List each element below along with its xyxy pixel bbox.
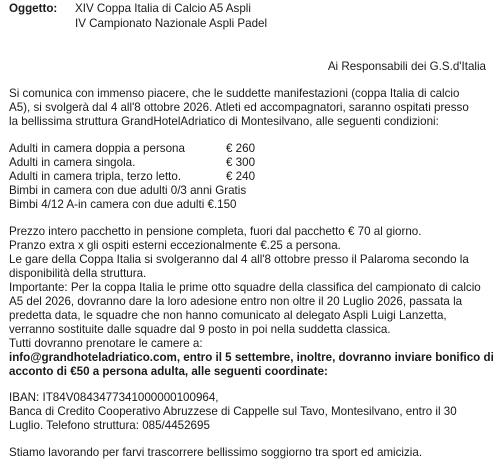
intro-line: la bellissima struttura GrandHotelAdriatico di Montesilvano, alle seguenti condizioni:	[9, 115, 439, 128]
kids-line: Bimbi in camera con due adulti 0/3 anni Gratis	[9, 184, 247, 197]
booking-line: info@grandhoteladriatico.com, entro il 5 settembre, inoltre, dovranno inviare bonifico di	[9, 351, 494, 364]
body-line: A5 del 2026, dovranno dare la loro adesione entro non oltre il 20 Luglio 2026, passata la	[9, 295, 463, 308]
recipient: Ai Responsabili dei G.S.d'Italia	[327, 60, 486, 73]
body-line: Prezzo intero pacchetto in pensione completa, fuori dal pacchetto € 70 al giorno.	[9, 225, 422, 238]
body-line: Pranzo extra x gli ospiti esterni eccezionalmente €.25 a persona.	[9, 239, 341, 252]
intro-line: A5), si svolgerà dal 4 all'8 ottobre 2026. Atleti ed accompagnatori, saranno ospitati presso	[9, 101, 469, 114]
phone-line: Luglio. Telefono struttura: 085/4452695	[9, 419, 210, 432]
price-row	[9, 142, 309, 156]
body-line: disponibilità della struttura.	[9, 267, 147, 280]
booking-email-link[interactable]: info@grandhoteladriatico.com	[9, 351, 177, 364]
body-line: verranno sostituite dalle squadre dal 9 posto in poi nella suddetta classica.	[9, 323, 391, 336]
body-line: Le gare della Coppa Italia si svolgeranno dal 4 all'8 ottobre presso il Palaroma secondo la	[9, 253, 469, 266]
price-row	[9, 170, 309, 184]
price-row	[9, 156, 309, 170]
price-label: Adulti in camera doppia a persona	[9, 142, 185, 155]
subject-label: Oggetto:	[9, 2, 58, 15]
price-value: € 300	[226, 156, 256, 169]
body-line: Importante: Per la coppa Italia le prime otto squadre della classifica del campionato di calcio	[9, 281, 481, 294]
body-line: Tutti dovranno prenotare le camere a:	[9, 337, 203, 350]
iban-line: IBAN: IT84V0843477341000000100964,	[9, 391, 219, 404]
intro-line: Si comunica con immenso piacere, che le suddette manifestazioni (coppa Italia di calcio	[9, 87, 460, 100]
body-line: predetta data, le squadre che non hanno comunicato al delegato Aspli Luigi Lanzetta,	[9, 309, 447, 322]
booking-line: acconto di €50 a persona adulta, alle seguenti coordinate:	[9, 365, 328, 378]
price-label: Adulti in camera singola.	[9, 156, 136, 169]
price-value: € 260	[226, 142, 256, 155]
kids-line: Bimbi 4/12 A-in camera con due adulti €.150	[9, 198, 237, 211]
bank-line: Banca di Credito Cooperativo Abruzzese di Cappelle sul Tavo, Montesilvano, entro il 30	[9, 405, 457, 418]
price-value: € 240	[226, 170, 256, 183]
price-label: Adulti in camera tripla, terzo letto.	[9, 170, 182, 183]
closing-line: Stiamo lavorando per farvi trascorrere bellissimo soggiorno tra sport ed amicizia.	[9, 446, 423, 459]
subject-line-2: IV Campionato Nazionale Aspli Padel	[75, 17, 268, 30]
subject-line-1: XIV Coppa Italia di Calcio A5 Aspli	[75, 2, 251, 15]
